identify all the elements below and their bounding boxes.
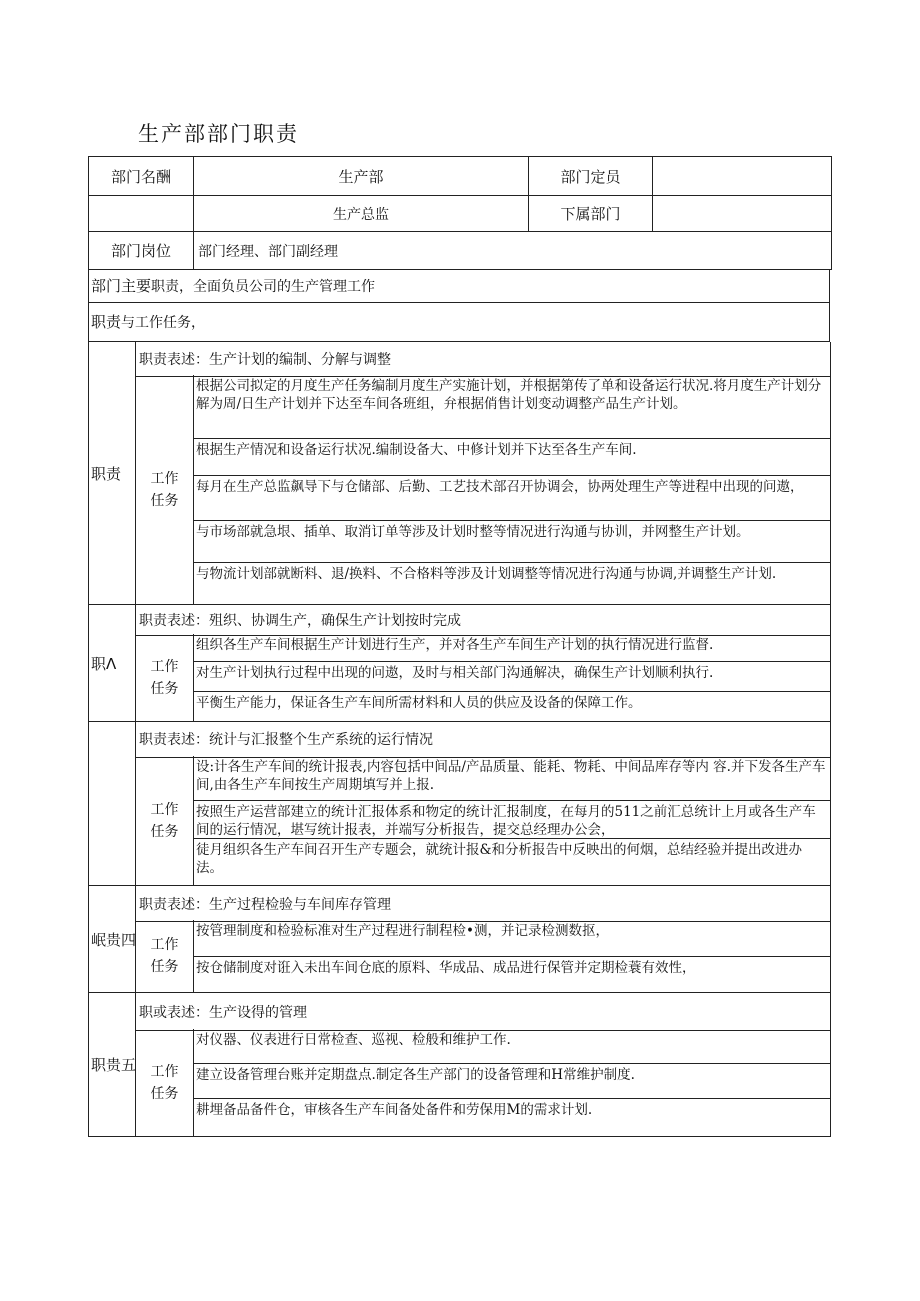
task-label: 工作 任务 (136, 375, 194, 604)
duties-heading-text: 与工作任务， (121, 315, 206, 331)
dept-name-label: 部门名酬 (89, 157, 194, 196)
duty-description: 职责表述：生产计划的编制、分解与调整 (136, 342, 830, 377)
task-list (193, 1029, 830, 1136)
task-item: 按仓储制度对诳入未出车间仓底的原料、华成品、成品进行保管并定期检蓑有效性， (193, 956, 830, 992)
task-list (193, 634, 830, 721)
task-label: 工作 任务 (136, 634, 194, 721)
duties-heading-label: 职责 (91, 313, 122, 331)
task-list (193, 920, 830, 992)
sub-dept-value (653, 196, 832, 232)
duty-section-5 (88, 993, 831, 1137)
task-item: 与物流计划部就断料、退/换料、不合格料等涉及计划调整等情况进行沟通与协调,并调整生产计划. (193, 562, 830, 604)
task-item: 根据公司拟定的月度生产任务编制月度生产实施计划，并根据第传了单和设备运行状况.将月度生产计划分解为周/日生产计划并下达至车间各班组，弁根据俏售计划变动调整产品生产计划。 (196, 378, 822, 412)
superior-label-cell (89, 196, 194, 232)
main-duty-row (88, 269, 830, 303)
task-item: 按照生产运营部建立的统计汇报体系和物定的统计汇报制度，在每月的511之前汇总统计上月或各生产车间的运行情况，堪写统计报表，并端写分析报告，提交总经理办公会， (193, 800, 830, 838)
page-title: 生产部部门职责 (138, 122, 299, 146)
task-item: 对仪器、仪表进行日常检查、巡视、检般和维护工作. (196, 1032, 511, 1048)
main-duty-label: 部门主要 (91, 277, 152, 295)
task-item: 设:计各生产车间的统计报表,内容包括中间品/产品质量、能耗、物耗、中间品库存等内 容.并下发各生产车间,由各生产车间按生产周期填写并上报. (196, 759, 826, 793)
task-label: 工作 任务 (136, 756, 194, 885)
duty-section-label: 职责 (89, 342, 136, 604)
duty-section-3 (88, 720, 831, 886)
task-item: 平衡生产能力，保证各生产车间所需材料和人员的供应及设备的保障工作。 (193, 691, 830, 721)
task-item: 根据生产情况和设备运行状况.编制设备大、中修计划并下达至各生产车间. (193, 438, 830, 475)
duty-section-2 (88, 605, 831, 722)
duty-section-label (89, 720, 136, 885)
task-item: 组织各生产车间根据生产计划进行生产，并对各生产车间生产计划的执行情况进行监督. (196, 637, 714, 653)
posts-label: 部门岗位 (89, 232, 194, 270)
duty-section-4 (88, 886, 831, 993)
task-item: 对生产计划执行过程中出现的问遨，及时与相关部门沟通解决，确保生产计划顺利执行. (193, 661, 830, 691)
duties-heading-row (88, 303, 830, 342)
staff-label: 部门定员 (529, 157, 653, 196)
duty-section-label: 职Λ (89, 605, 136, 721)
dept-name-value: 生产部 (194, 157, 529, 196)
main-duty-text: 职责，全面负员公司的生产管理工作 (151, 279, 376, 295)
sub-dept-label: 下属部门 (529, 196, 653, 232)
duty-description: 职责表述：殂织、协调生产，确保生产计划按时完成 (136, 605, 830, 636)
task-label: 工作 任务 (136, 1029, 194, 1136)
duty-section-1 (88, 342, 831, 605)
superior-value: 生产总监 (194, 196, 529, 232)
duty-description: 职或表述：生产设得的管理 (136, 993, 830, 1031)
duty-section-label: 职贵五 (89, 993, 136, 1136)
duty-section-label: 岷贵四 (89, 886, 136, 992)
task-item: 与市场部就急垠、插单、取消订单等涉及计划时整等情况进行沟通与协训，并网整生产计划。 (193, 520, 830, 562)
task-list (193, 756, 830, 885)
task-list (193, 375, 830, 604)
duty-description: 职责表述：统计与汇报整个生产系统的运行情况 (136, 720, 830, 758)
task-item: 建立设备管理台账并定期盘点.制定各生产部门的设备管理和H常维护制度. (193, 1063, 830, 1098)
posts-value: 部门经理、部门副经理 (194, 232, 832, 270)
task-item: 耕埋备品备件仓，审核各生产车间备处备件和劳保用M的需求计划. (193, 1098, 830, 1136)
header-table (88, 156, 832, 270)
task-item: 每月在生产总监飙导下与仓储部、后勤、工艺技术部召开协调会，协两处理生产等进程中出现的问遨， (193, 475, 830, 520)
task-label: 工作 任务 (136, 920, 194, 992)
task-item: 徒月组织各生产车间召开生产专题会，就统计报&和分析报告中反映出的何烟，总结经验并提出改进办法。 (193, 838, 830, 885)
duty-description: 职责表述：生产过程检验与车间库存管理 (136, 886, 830, 922)
task-item: 按管理制度和检验标准对生产过程进行制程检•测，并记录检测数抠， (196, 923, 609, 939)
staff-value (653, 157, 832, 196)
